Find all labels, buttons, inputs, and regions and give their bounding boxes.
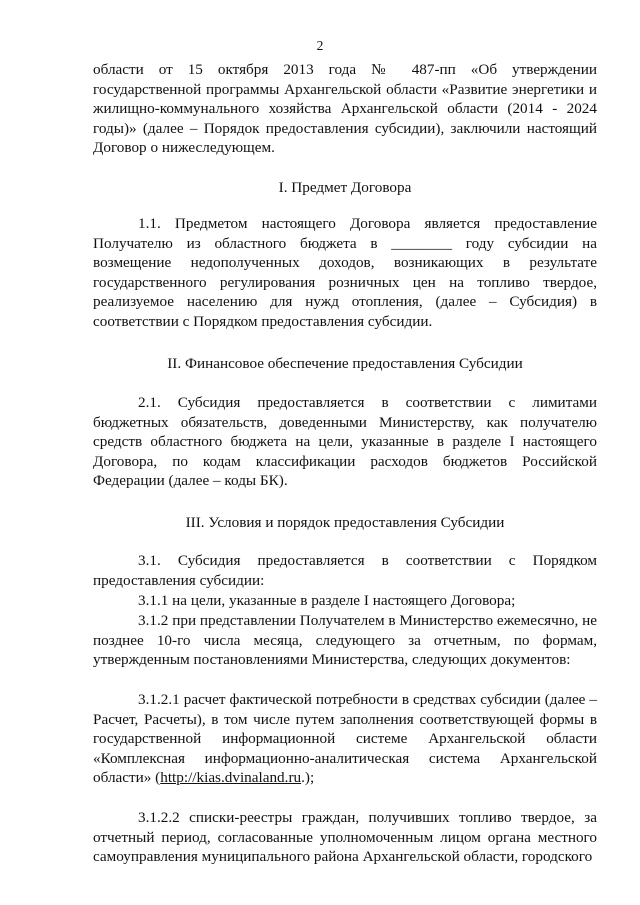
paragraph-1-1-text: 1.1. Предметом настоящего Договора является предоставление Получателю из областного бюджета в ________ году субсидии на возмещение недополученных доходов, возникающих в результате государственного регулирования розничных цен на топливо твердое, реализуемое населению для нужд отопления, (далее – Субсидия) в соответствии с Порядком предоставления субсидии.	[93, 215, 597, 330]
paragraph-1-1	[93, 214, 597, 332]
paragraph-2-1	[93, 393, 597, 491]
kias-link[interactable]: http://kias.dvinaland.ru	[160, 769, 302, 787]
paragraph-3-1-1-text: 3.1.1 на цели, указанные в разделе I настоящего Договора;	[138, 592, 516, 609]
section-1-heading: I. Предмет Договора	[278, 179, 412, 196]
section-2-heading: II. Финансовое обеспечение предоставления Субсидии	[167, 355, 523, 372]
paragraph-3-1-1	[93, 591, 597, 611]
intro-text: области от 15 октября 2013 года № 487-пп «Об утверждении государственной программы Архангельской области «Развитие энергетики и жилищно-коммунального хозяйства Архангельской области (2014 - 2024 годы)» (далее – Порядок предоставления субсидии), заключили настоящий Договор о нижеследующем.	[93, 61, 597, 157]
intro-paragraph	[93, 60, 597, 158]
paragraph-3-1-2-text: 3.1.2 при представлении Получателем в Министерство ежемесячно, не позднее 10-го числа месяца, следующего за отчетным, по формам, утвержденным постановлениями Министерства, следующих документов:	[93, 612, 597, 669]
paragraph-3-1-2-2	[93, 808, 597, 867]
paragraph-3-1-2-1-part-b: .);	[301, 769, 315, 787]
paragraph-3-1	[93, 551, 597, 590]
section-3-heading: III. Условия и порядок предоставления Субсидии	[185, 514, 505, 531]
paragraph-3-1-text: 3.1. Субсидия предоставляется в соответствии с Порядком предоставления субсидии:	[93, 552, 597, 589]
paragraph-3-1-2-1-text	[93, 690, 597, 788]
paragraph-3-1-2-1	[93, 690, 597, 788]
page-number: 2	[316, 38, 324, 53]
paragraph-3-1-2	[93, 611, 597, 670]
paragraph-3-1-2-2-text: 3.1.2.2 списки-реестры граждан, получивших топливо твердое, за отчетный период, согласованные уполномоченным лицом органа местного самоуправления муниципального района Архангельской области, городского	[93, 809, 597, 866]
paragraph-2-1-text: 2.1. Субсидия предоставляется в соответствии с лимитами бюджетных обязательств, доведенными Министерству, как получателю средств областного бюджета на цели, указанные в разделе I настоящего Договора, по кодам классификации расходов бюджетов Российской Федерации (далее – коды БК).	[93, 394, 597, 490]
paragraph-3-1-2-1-part-a: 3.1.2.1 расчет фактической потребности в средствах субсидии (далее – Расчет, Расчеты), в том числе путем заполнения соответствующей формы в государственной информационной системе Архангельской области «Комплексная информационно-аналитическая система Архангельской области» (	[93, 691, 597, 787]
